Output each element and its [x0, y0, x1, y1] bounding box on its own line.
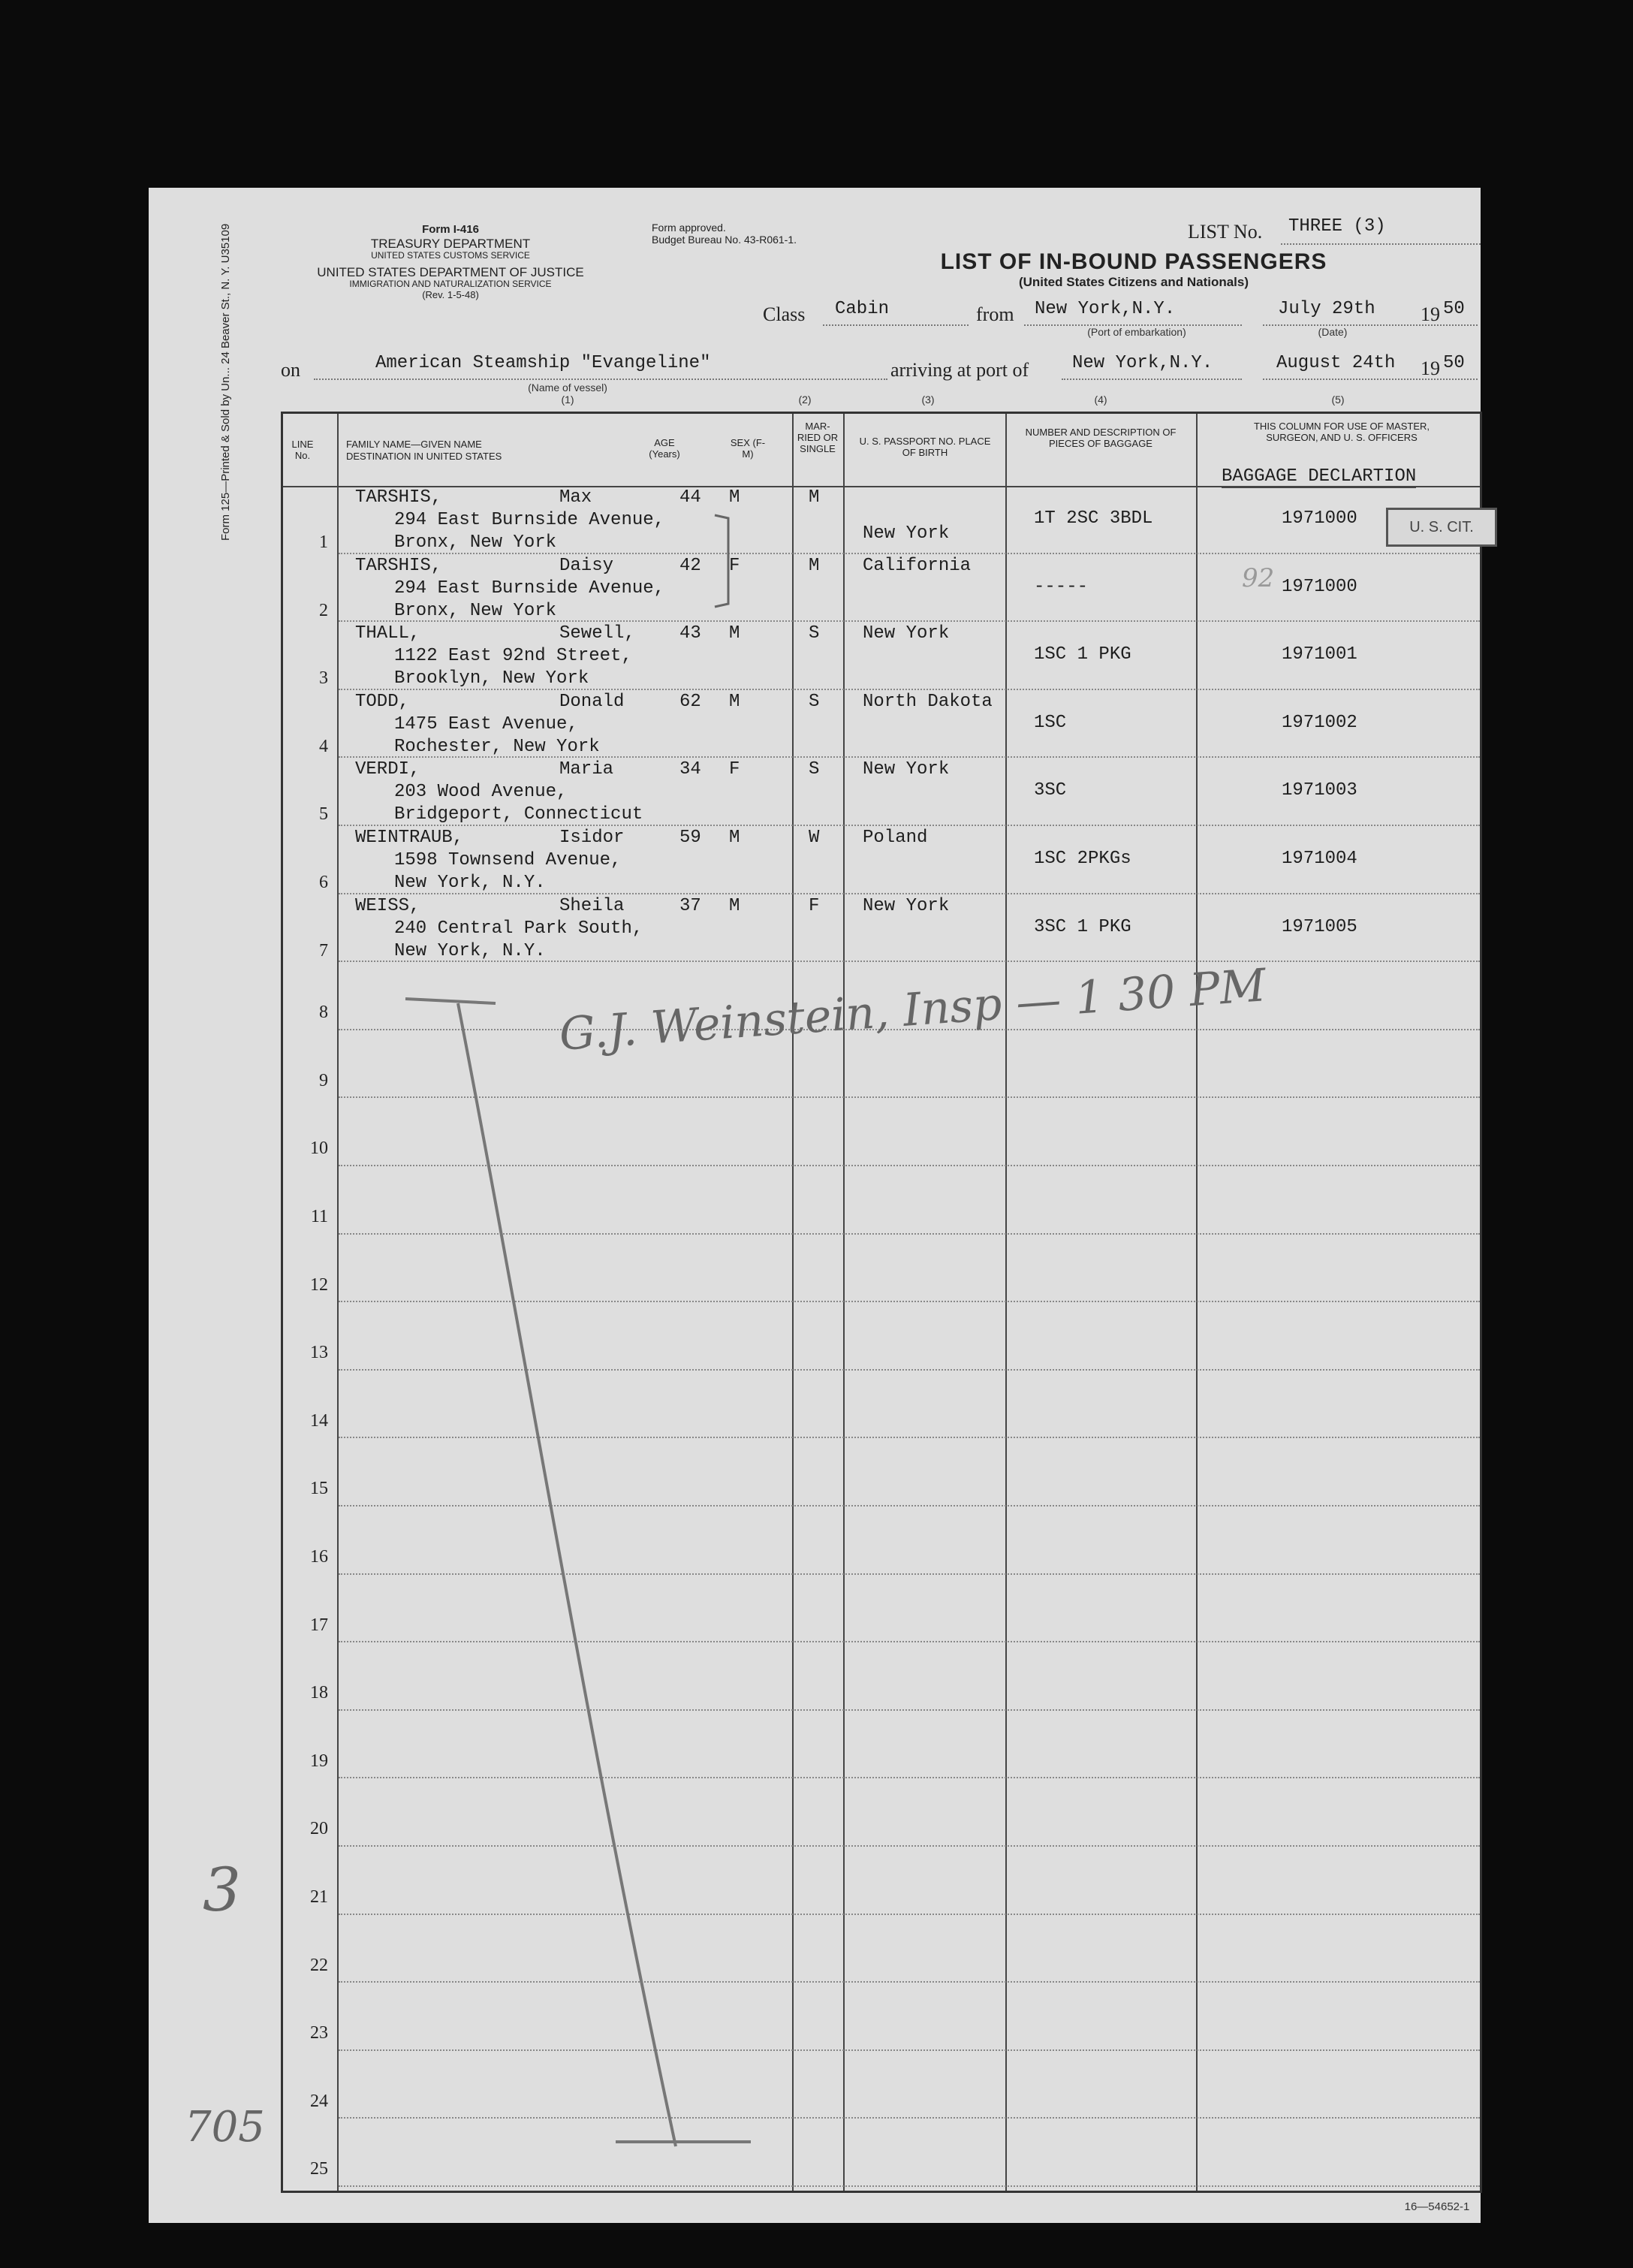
line-number: 22: [310, 1955, 328, 1975]
line-number: 10: [310, 1139, 328, 1159]
passenger-sex: M: [729, 487, 740, 508]
revision-date: (Rev. 1-5-48): [422, 288, 479, 300]
row-rule: [339, 1981, 1480, 1983]
immigration-service: IMMIGRATION AND NATURALIZATION SERVICE: [349, 279, 552, 290]
vessel-value: American Steamship "Evangeline": [375, 353, 711, 373]
vessel-col-number: (1): [561, 394, 574, 406]
passenger-marital-status: F: [809, 895, 820, 916]
passenger-address-street: 1475 East Avenue,: [394, 713, 578, 734]
passenger-sex: F: [729, 555, 740, 576]
us-citizen-stamp: U. S. CIT.: [1386, 508, 1497, 547]
passenger-surname: TARSHIS,: [355, 555, 442, 576]
passenger-marital-status: M: [809, 487, 820, 508]
justice-department: UNITED STATES DEPARTMENT OF JUSTICE: [317, 265, 584, 280]
list-no-label: LIST No.: [1188, 221, 1263, 243]
passenger-given-name: Sewell,: [559, 623, 635, 644]
line-number: 4: [319, 736, 328, 756]
col-sex: SEX (F-M): [730, 437, 766, 460]
row-rule: [339, 1777, 1480, 1778]
line-number: 13: [310, 1343, 328, 1363]
budget-bureau: Budget Bureau No. 43-R061-1.: [652, 233, 797, 246]
from-caption: (Port of embarkation): [1087, 326, 1186, 338]
document-title: LIST OF IN-BOUND PASSENGERS: [940, 249, 1327, 274]
passenger-age: 43: [679, 623, 701, 644]
form-number: Form I-416: [422, 223, 479, 236]
passenger-declaration-number: 1971002: [1282, 712, 1357, 733]
passenger-given-name: Max: [559, 487, 592, 508]
footer-code: 16—54652-1: [1404, 2200, 1470, 2213]
passenger-declaration-number: 1971000: [1282, 508, 1357, 529]
line-number: 14: [310, 1410, 328, 1431]
list-no-value: THREE (3): [1288, 216, 1386, 237]
col-number-4: (4): [1094, 394, 1107, 406]
passenger-surname: TODD,: [355, 691, 410, 712]
row-rule: [339, 1641, 1480, 1642]
passenger-address-city: Rochester, New York: [394, 736, 600, 757]
line-number: 11: [310, 1207, 328, 1226]
row-rule: [339, 1573, 1480, 1575]
line-number: 2: [319, 600, 328, 620]
agency-block: [278, 224, 623, 300]
class-value: Cabin: [835, 299, 890, 319]
passenger-address-street: 1122 East 92nd Street,: [394, 646, 632, 667]
approval-block: [652, 222, 797, 246]
line-number: 6: [319, 873, 328, 892]
passenger-address-city: Bridgeport, Connecticut: [394, 804, 643, 825]
passenger-sex: M: [729, 828, 740, 848]
title-block: [886, 249, 1381, 289]
date1-caption: (Date): [1318, 326, 1348, 338]
passenger-baggage: 1SC 1 PKG: [1034, 644, 1131, 665]
on-label: on: [281, 359, 300, 381]
passenger-sex: M: [729, 895, 740, 916]
passenger-surname: TARSHIS,: [355, 487, 442, 508]
date1-year: 50: [1443, 299, 1465, 319]
arrival-date-rule: [1263, 379, 1478, 380]
margin-number-three: 3: [203, 1855, 241, 1925]
passenger-marital-status: S: [809, 691, 820, 712]
col-destination: DESTINATION IN UNITED STATES: [346, 451, 502, 462]
class-label: Class: [763, 303, 806, 325]
passenger-sex: F: [729, 759, 740, 780]
passenger-age: 44: [679, 487, 701, 508]
row-rule: [339, 1505, 1480, 1506]
line-number: 15: [310, 1479, 328, 1499]
passenger-surname: VERDI,: [355, 759, 420, 780]
passenger-declaration-number: 1971003: [1282, 780, 1357, 801]
form-approved: Form approved.: [652, 222, 726, 234]
row-rule: [339, 1709, 1480, 1711]
passenger-age: 34: [679, 759, 701, 780]
passenger-age: 59: [679, 828, 701, 848]
passenger-marital-status: M: [809, 555, 820, 576]
passenger-address-city: Bronx, New York: [394, 532, 557, 553]
arrival-port: New York,N.Y.: [1072, 353, 1213, 373]
passenger-baggage: -----: [1034, 576, 1089, 597]
line-number: 5: [319, 804, 328, 825]
row-rule: [339, 1233, 1480, 1235]
col-line-no: LINE No.: [291, 439, 314, 461]
document-subtitle: (United States Citizens and Nationals): [1018, 274, 1249, 289]
line-number: 20: [310, 1819, 328, 1839]
passenger-declaration-number: 1971004: [1282, 849, 1357, 869]
col-number-2: (2): [798, 394, 812, 406]
passenger-age: 37: [679, 895, 701, 916]
manifest-table: [281, 412, 1482, 2193]
inspector-signature: G.J. Weinstein, Insp — 1 30 PM: [557, 959, 1268, 1061]
passenger-surname: WEISS,: [355, 895, 420, 916]
col-family-name: FAMILY NAME—GIVEN NAME: [346, 439, 482, 450]
col-officers: THIS COLUMN FOR USE OF MASTER, SURGEON, AND U. S. OFFICERS: [1253, 421, 1430, 443]
passenger-birthplace: North Dakota: [863, 691, 993, 712]
passenger-birthplace: New York: [863, 895, 950, 916]
arrival-year: 50: [1443, 353, 1465, 373]
passenger-baggage: 1SC: [1034, 712, 1067, 733]
col-number-3: (3): [921, 394, 935, 406]
passenger-address-street: 1598 Townsend Avenue,: [394, 850, 622, 870]
arriving-label: arriving at port of: [890, 359, 1029, 381]
passenger-given-name: Donald: [559, 691, 625, 712]
vessel-rule: [314, 379, 887, 380]
row-rule: [339, 1369, 1480, 1371]
line-number: 16: [310, 1547, 328, 1567]
passenger-baggage: 1T 2SC 3BDL: [1034, 508, 1153, 529]
passenger-declaration-number: 1971005: [1282, 916, 1357, 937]
passenger-address-city: Bronx, New York: [394, 600, 557, 621]
date1-value: July 29th: [1278, 299, 1375, 319]
row-rule: [339, 2049, 1480, 2051]
passenger-age: 62: [679, 691, 701, 712]
passenger-declaration-number: 1971000: [1282, 576, 1357, 597]
line-number: 17: [310, 1615, 328, 1635]
col-number-5: (5): [1331, 394, 1345, 406]
pencil-code-92: 92: [1242, 563, 1275, 593]
passenger-address-street: 240 Central Park South,: [394, 918, 643, 939]
passenger-birthplace: New York: [863, 523, 950, 544]
passenger-birthplace: New York: [863, 759, 950, 780]
row-rule: [339, 1096, 1480, 1098]
passenger-marital-status: S: [809, 759, 820, 780]
row-rule: [339, 1301, 1480, 1302]
line-number: 8: [319, 1003, 328, 1023]
vessel-caption: (Name of vessel): [528, 382, 607, 394]
printer-caption: Form 125—Printed & Sold by Un... 24 Beaver St., N. Y. U35109: [219, 223, 232, 541]
col-married: MAR- RIED OR SINGLE: [797, 421, 839, 454]
line-number: 1: [319, 532, 328, 552]
passenger-birthplace: New York: [863, 623, 950, 644]
class-rule: [823, 324, 969, 326]
passenger-birthplace: Poland: [863, 828, 928, 848]
row-rule: [339, 1437, 1480, 1438]
row-rule: [339, 1914, 1480, 1915]
date1-rule: [1263, 324, 1478, 326]
passenger-baggage: 3SC 1 PKG: [1034, 916, 1131, 937]
treasury-department: TREASURY DEPARTMENT: [370, 236, 531, 251]
row-rule: [339, 1845, 1480, 1847]
date1-year-prefix: 19: [1421, 303, 1440, 325]
passenger-birthplace: California: [863, 555, 972, 576]
list-no-rule: [1281, 243, 1481, 245]
line-number: 19: [310, 1751, 328, 1771]
passenger-address-street: 294 East Burnside Avenue,: [394, 510, 665, 530]
row-rule: [339, 2185, 1480, 2187]
passenger-declaration-number: 1971001: [1282, 644, 1357, 665]
passenger-sex: M: [729, 623, 740, 644]
line-number: 21: [310, 1887, 328, 1907]
passenger-given-name: Daisy: [559, 555, 614, 576]
line-number: 18: [310, 1683, 328, 1703]
passenger-baggage: 3SC: [1034, 780, 1067, 801]
passenger-address-street: 203 Wood Avenue,: [394, 782, 568, 803]
passenger-sex: M: [729, 691, 740, 712]
passenger-given-name: Maria: [559, 759, 614, 780]
col-baggage-declaration: BAGGAGE DECLARTION: [1222, 466, 1417, 487]
passenger-age: 42: [679, 555, 701, 576]
passenger-address-city: Brooklyn, New York: [394, 668, 589, 689]
line-number: 3: [319, 668, 328, 689]
passenger-address-city: New York, N.Y.: [394, 940, 546, 961]
from-label: from: [976, 303, 1014, 325]
customs-service: UNITED STATES CUSTOMS SERVICE: [371, 249, 530, 261]
passenger-marital-status: W: [809, 828, 820, 848]
passenger-marital-status: S: [809, 623, 820, 644]
passenger-given-name: Isidor: [559, 828, 625, 848]
line-number: 25: [310, 2159, 328, 2179]
margin-code: 705: [185, 2103, 265, 2152]
arrival-port-rule: [1062, 379, 1242, 380]
passenger-address-city: New York, N.Y.: [394, 873, 546, 893]
passenger-given-name: Sheila: [559, 895, 625, 916]
line-number: 24: [310, 2091, 328, 2111]
passenger-surname: THALL,: [355, 623, 420, 644]
row-rule: [339, 2117, 1480, 2119]
passenger-address-street: 294 East Burnside Avenue,: [394, 578, 665, 599]
line-number: 23: [310, 2023, 328, 2043]
line-number: 9: [319, 1070, 328, 1090]
line-number: 12: [310, 1274, 328, 1295]
line-number: 7: [319, 940, 328, 961]
arrival-date: August 24th: [1276, 353, 1396, 373]
col-age: AGE (Years): [649, 437, 680, 460]
from-value: New York,N.Y.: [1035, 299, 1176, 319]
row-rule: [339, 1165, 1480, 1166]
passenger-surname: WEINTRAUB,: [355, 828, 464, 848]
col-baggage: NUMBER AND DESCRIPTION OF PIECES OF BAGGAGE: [1025, 427, 1177, 449]
col-passport: U. S. PASSPORT NO. PLACE OF BIRTH: [859, 436, 991, 458]
arrival-year-prefix: 19: [1421, 357, 1440, 379]
passenger-baggage: 1SC 2PKGs: [1034, 849, 1131, 869]
